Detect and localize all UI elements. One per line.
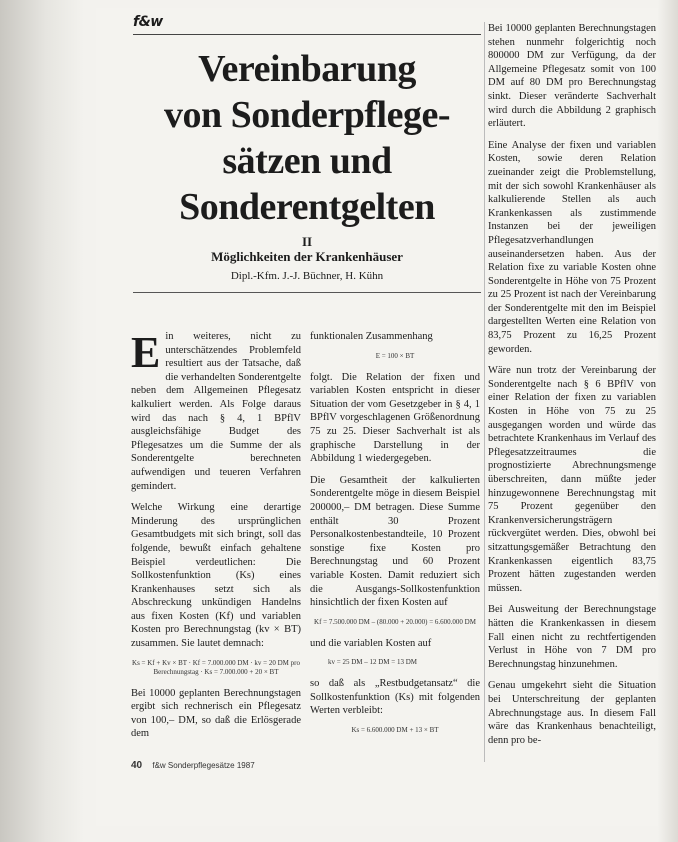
column-1 [131, 330, 301, 749]
paragraph: Eine Analyse der fixen und variablen Kosten, sowie deren Relation zueinander zeigt die Problemstellung, mit der sich sowohl Krankenhäuser als kalkulierende Stellen als auch Krankenkassen als zustimmende Instanzen bei der jeweiligen Pflegesatzverhandlungen auseinandersetzen haben. Aus der Relation fixe zu variable Kosten ohne Sonderentgelte in Höhe von 75 Prozent zu 25 Prozent ist nach der Vereinbarung der Sonderentgelte mit den im Beispiel dargestellten Werten eine Relation von 83,75 Prozent zu 16,25 Prozent geworden. [488, 139, 656, 355]
page-footer [131, 760, 481, 771]
article-title [133, 46, 481, 230]
paragraph: Wäre nun trotz der Vereinbarung der Sonderentgelte nach § 6 BPflV von einer Relation der fixen zu variablen Kosten in Höhe von 75 zu 25 ausgegangen worden und würde das betrachtete Krankenhaus im Verlauf des Pflegesatzzeitraumes die prognostizierte Abrechnungsmenge überschreiten, dann müßte jeder hinzugewonnene Berechnungstag mit 75 Prozent gegenüber den Krankenversicherungsträgern rückvergütet werden. Dies, obwohl bei sitzattungsgemäßer Betrachtung den Krankenkassen eigentlich 83,75 Prozent hätten zugestanden werden müssen. [488, 365, 656, 594]
title-line: von Sonderpflege- [164, 94, 450, 136]
title-line: sätzen und [222, 140, 392, 182]
page-number: 40 [131, 760, 143, 771]
title-rule [133, 292, 481, 293]
paragraph: Genau umgekehrt sieht die Situation bei Unterschreitung der geplanten Abrechnungstage aus. In diesem Fall wäre das Krankenhaus benachteiligt, denn pro be- [488, 680, 656, 746]
subtitle: Möglichkeiten der Krankenhäuser [211, 249, 403, 264]
page-edge [658, 0, 678, 842]
formula: E = 100 × BT [375, 351, 415, 360]
paragraph: Die Gesamtheit der kalkulierten Sonderentgelte möge in diesem Beispiel 200000,– DM betragen. Diese Summe enthält 30 Prozent Personalkostenbestandteile, 10 Prozent sonstige fixe Kosten pro Berechnungstag und 60 Prozent variable Kosten. Damit reduziert sich die Ausgangs-Sollkostenfunktion hinsichtlich der fixen Kosten auf [310, 474, 480, 609]
header-rule [133, 34, 481, 35]
journal-logo: f&w [133, 14, 163, 30]
scan-shadow [0, 0, 84, 842]
paragraph: und die variablen Kosten auf [310, 637, 432, 649]
formula: Kf = 7.500.000 DM – (80.000 + 20.000) = 6.600.000 DM [314, 617, 476, 626]
column-divider [484, 22, 485, 762]
authors: Dipl.-Kfm. J.-J. Büchner, H. Kühn [230, 270, 384, 282]
title-line: Sonderentgelten [179, 186, 435, 228]
paragraph: folgt. Die Relation der fixen und variablen Kosten entspricht in dieser Situation der vom Gesetzgeber in § 4, 1 BPflV vorgeschlagenen Größenordnung 75 zu 25. Dieser Sachverhalt ist als graphische Darstellung in der Abbildung 1 wiedergegeben. [310, 371, 480, 465]
formula: Ks = 6.600.000 DM + 13 × BT [351, 726, 439, 735]
paragraph: Bei 10000 geplanten Berechnungstagen stehen nunmehr folgerichtig noch 800000 DM zur Verfügung, da der Allgemeine Pflegesatz somit von 100 DM auf 80 DM pro Berechnungstag sinkt. Dieser veränderte Sachverhalt wird durch die Abbildung 2 graphisch erläutert. [488, 23, 656, 130]
journal-name: f&w Sonderpflegesätze 1987 [152, 761, 255, 770]
part-number: II [301, 234, 313, 249]
paragraph: Bei Ausweitung der Berechnungstage hätten die Krankenkassen in diesem Fall einen nicht zu rechtfertigenden Verlust in Höhe von 7 DM pro Berechnungstag hinzunehmen. [488, 604, 656, 670]
column-2 [310, 330, 480, 745]
formula: Ks = Kf + Kv × BT · Kf = 7.000.000 DM · kv = 20 DM pro Berechnungstag · Ks = 7.000.000 + 20 × BT [132, 658, 300, 676]
column-3 [488, 22, 656, 755]
title-line: Vereinbarung [198, 48, 416, 90]
paragraph: Ein weiteres, nicht zu unterschätzendes Problemfeld resultiert aus der Tatsache, daß die verhandelten Sonderentgelte neben dem Allgemeinen Pflegesatz kalkuliert werden. Als Folge daraus wird das nach § 4, 1 BPflV ausgleichsfähige Budget des Pflegesatzes um die Summe der als Sonderentgelte berechneten aufwendigen und teueren Verfahren gemindert. [131, 328, 301, 492]
paragraph: so daß als „Restbudgetansatz“ die Sollkostenfunktion (Ks) mit folgenden Werten verbleibt: [310, 678, 480, 717]
formula: kv = 25 DM – 12 DM = 13 DM [328, 658, 417, 667]
paragraph: funktionalen Zusammenhang [310, 331, 433, 342]
paragraph: Bei 10000 geplanten Berechnungstagen ergibt sich rechnerisch ein Pflegesatz von 100,– DM, so daß die Erlösgerade dem [131, 687, 301, 740]
paragraph: Welche Wirkung eine derartige Minderung des ursprünglichen Gesamtbudgets mit sich bringt, soll das folgende, bewußt einfach gehaltene Beispiel verdeutlichen: Die Sollkostenfunktion (Ks) eines Krankenhauses setzt sich als Abschreckung unkündigen Handelns aus fixen Kosten (Kf) und variablen Kosten pro Berechnungstag (kv × BT) zusammen. Sie lautet demnach: [131, 502, 301, 650]
drop-cap: E [131, 328, 161, 377]
